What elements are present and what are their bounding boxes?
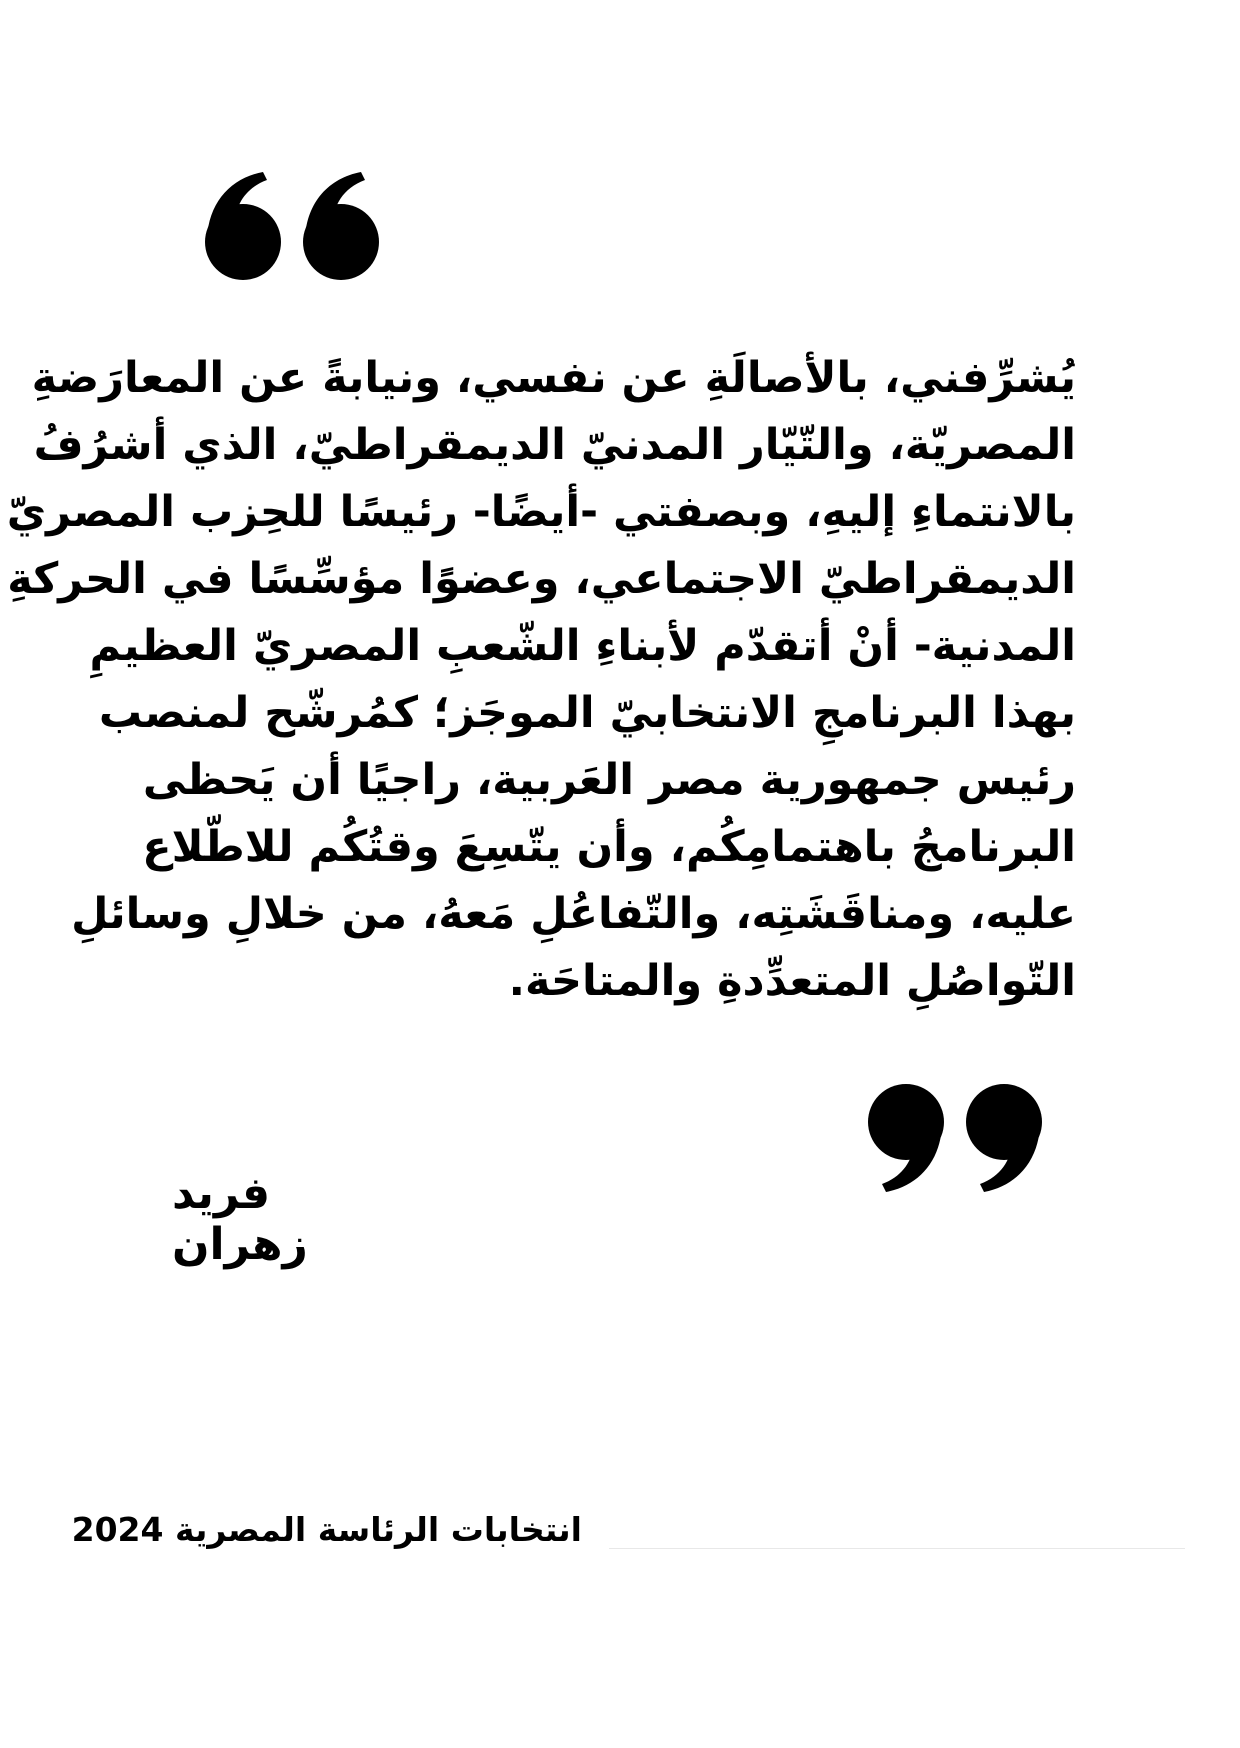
footer-divider [609, 1548, 1185, 1549]
quote-line: يُشرِّفني، بالأصالَةِ عن نفسي، ونيابةً عن المعارَضةِ [31, 353, 1076, 403]
quote-line: بهذا البرنامجِ الانتخابيّ الموجَز؛ كمُرشّح لمنصب [98, 688, 1076, 738]
quote-line: رئيس جمهورية مصر العَربية، راجيًا أن يَحظى [142, 755, 1076, 805]
quote-line: الديمقراطيّ الاجتماعي، وعضوًا مؤسِّسًا في الحركةِ [7, 554, 1076, 604]
quote-line: المدنية- أنْ أتقدّم لأبناءِ الشّعبِ المصريّ العظيمِ [89, 621, 1076, 671]
close-quote-icon [864, 1082, 1042, 1192]
quote-line: المصريّة، والتّيّار المدنيّ الديمقراطيّ، الذي أشرُفُ [33, 420, 1076, 470]
quote-line: التّواصُلِ المتعدِّدةِ والمتاحَة. [508, 956, 1076, 1006]
quote-line: عليه، ومناقَشَتِه، والتّفاعُلِ مَعهُ، من خلالِ وسائلِ [71, 889, 1076, 939]
quote-text [6, 345, 1076, 1015]
footer-title: انتخابات الرئاسة المصرية 2024 [71, 1510, 582, 1549]
open-quote-icon [205, 172, 383, 282]
quote-line: البرنامجُ باهتمامِكُم، وأن يتّسِعَ وقتُكُم للاطّلاع [142, 822, 1076, 872]
quote-line: بالانتماءِ إليهِ، وبصفتي -أيضًا- رئيسًا للحِزب المصريّ [6, 487, 1076, 537]
author-name: فريد زهران [172, 1168, 308, 1270]
